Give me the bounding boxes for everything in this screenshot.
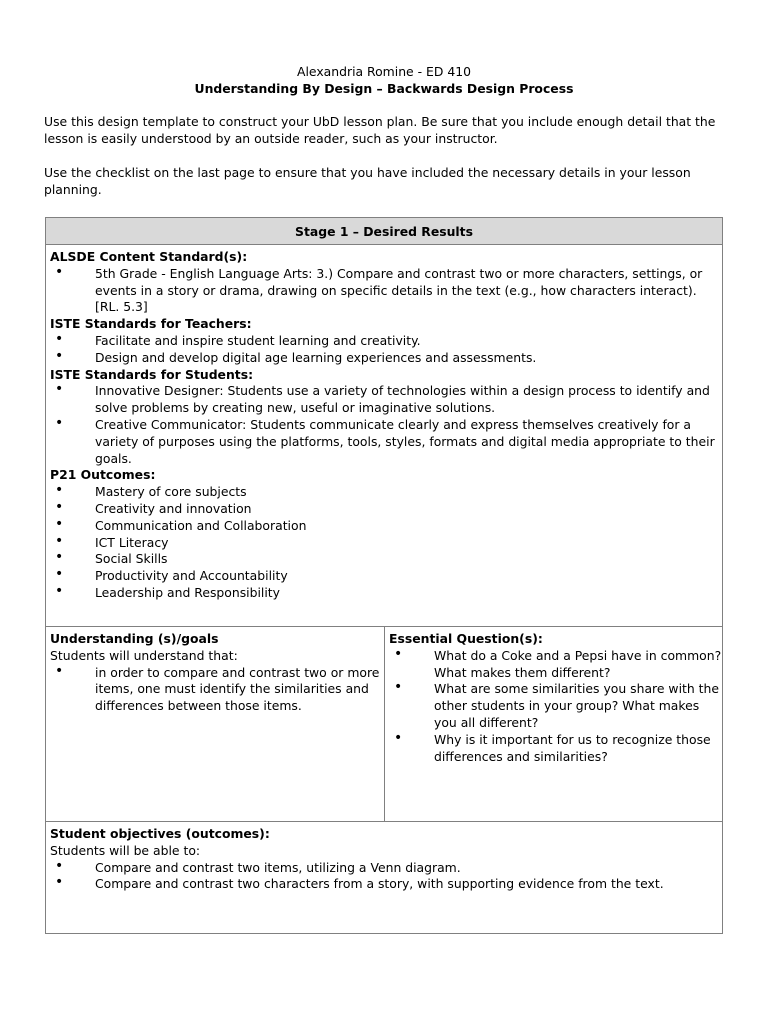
essential-questions-cell (384, 626, 723, 822)
understandings-lead: Students will understand that: (50, 647, 238, 663)
list-item-text: Why is it important for us to recognize those differences and similarities? (434, 731, 711, 764)
bullet-icon: • (55, 381, 64, 398)
document-title: Understanding By Design – Backwards Design Process (194, 81, 574, 96)
bullet-icon: • (394, 645, 403, 662)
list-item (50, 330, 722, 350)
list-item-text: Facilitate and inspire student learning and creativity. (95, 332, 421, 348)
essential-questions-list (389, 645, 722, 766)
bullet-icon: • (55, 482, 64, 499)
understandings-heading: Understanding (s)/goals (50, 631, 219, 646)
list-item (50, 582, 722, 602)
alsde-heading: ALSDE Content Standard(s): (50, 249, 248, 264)
objectives-cell (45, 821, 723, 934)
bullet-icon: • (55, 414, 64, 431)
bullet-icon: • (55, 330, 64, 347)
p21-heading: P21 Outcomes: (50, 467, 156, 483)
bullet-icon: • (394, 679, 403, 696)
p21-list (50, 484, 722, 602)
objectives-list (50, 857, 722, 894)
list-item-text: What are some similarities you share with the other students in your group? What makes you all different? (434, 681, 719, 730)
list-item-text: in order to compare and contrast two or more items, one must identify the similarities and differences between those items. (95, 664, 380, 714)
list-item-text: Leadership and Responsibility (95, 584, 280, 600)
list-item (50, 347, 722, 367)
bullet-icon: • (55, 515, 64, 532)
understandings-list (50, 662, 384, 715)
list-item-text: 5th Grade - English Language Arts: 3.) Compare and contrast two or more characters, settings, or events in a story or drama, drawing on specific details in the text (e.g., how characters interact). [RL. 5.3] (95, 265, 703, 315)
list-item (50, 515, 722, 535)
list-item-text: ICT Literacy (95, 534, 169, 550)
iste-teachers-list (50, 330, 722, 367)
intro-paragraph-2: Use the checklist on the last page to ensure that you have included the necessary details in your lesson planning. (44, 165, 691, 197)
list-item-text: Mastery of core subjects (95, 484, 247, 500)
author-line: Alexandria Romine - ED 410 (297, 64, 471, 79)
list-item-text: Communication and Collaboration (95, 517, 307, 533)
list-item (50, 263, 722, 316)
list-item-text: Social Skills (95, 551, 168, 567)
essential-questions-heading: Essential Question(s): (389, 631, 543, 646)
bullet-icon: • (394, 729, 403, 746)
bullet-icon: • (55, 347, 64, 364)
bullet-icon: • (55, 263, 64, 280)
bullet-icon: • (55, 566, 64, 583)
alsde-list (50, 263, 722, 316)
iste-teachers-heading: ISTE Standards for Teachers: (50, 316, 252, 332)
list-item (50, 568, 722, 585)
list-item (50, 532, 722, 552)
understandings-cell (45, 626, 385, 822)
list-item (50, 876, 722, 893)
list-item-text: Productivity and Accountability (95, 568, 288, 584)
list-item (50, 498, 722, 518)
bullet-icon: • (55, 532, 64, 549)
list-item-text: Creativity and innovation (95, 500, 252, 516)
iste-students-heading: ISTE Standards for Students: (50, 366, 254, 382)
standards-cell (45, 244, 723, 627)
list-item-text: What do a Coke and a Pepsi have in common? What makes them different? (434, 647, 722, 680)
bullet-icon: • (55, 582, 64, 599)
list-item (50, 484, 722, 501)
list-item-text: Innovative Designer: Students use a variety of technologies within a design process to identify and solve problems by creating new, useful or imaginative solutions. (95, 383, 710, 416)
list-item (50, 857, 722, 877)
intro-paragraph-1: Use this design template to construct your UbD lesson plan. Be sure that you include enough detail that the lesson is easily understood by an outside reader, such as your instructor. (44, 114, 716, 146)
list-item (50, 551, 722, 568)
stage1-header: Stage 1 – Desired Results (45, 217, 723, 245)
list-item (50, 383, 722, 417)
bullet-icon: • (55, 874, 64, 891)
objectives-heading: Student objectives (outcomes): (50, 826, 270, 841)
list-item (50, 414, 722, 467)
list-item (389, 681, 722, 731)
bullet-icon: • (55, 857, 64, 874)
bullet-icon: • (55, 549, 64, 566)
list-item-text: Creative Communicator: Students communicate clearly and express themselves creatively for a variety of purposes using the platforms, tools, styles, formats and digital media appropriate to their goals. (95, 416, 715, 466)
bullet-icon: • (55, 498, 64, 515)
list-item (50, 662, 384, 715)
objectives-lead: Students will be able to: (50, 842, 201, 858)
list-item (389, 729, 722, 766)
bullet-icon: • (55, 662, 64, 679)
list-item-text: Design and develop digital age learning experiences and assessments. (95, 349, 537, 365)
iste-students-list (50, 383, 722, 467)
list-item-text: Compare and contrast two characters from a story, with supporting evidence from the text. (95, 876, 664, 892)
list-item (389, 645, 722, 682)
list-item-text: Compare and contrast two items, utilizing a Venn diagram. (95, 859, 461, 875)
